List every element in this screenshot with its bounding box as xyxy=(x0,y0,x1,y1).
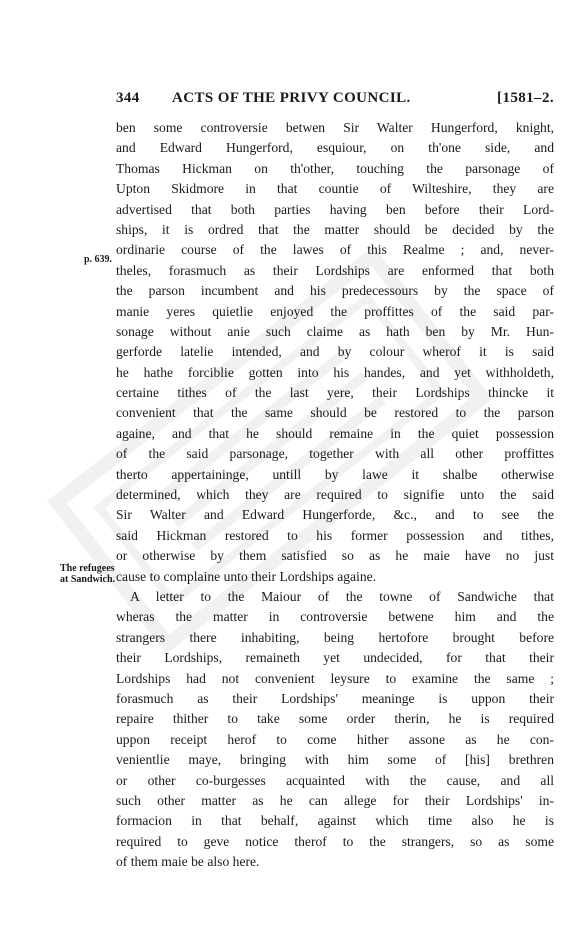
text-line: required to geve notice therof to the strangers, so as some xyxy=(116,833,554,849)
text-line: advertised that both parties having ben before their Lord- xyxy=(116,201,554,217)
text-line: he hathe forciblie gotten into his handes, and yet withholdeth, xyxy=(116,364,554,380)
text-line: manie yeres quietlie enjoyed the proffittes of the said par- xyxy=(116,303,554,319)
text-line: uppon receipt herof to come hither assone as he con- xyxy=(116,731,554,747)
text-line: ben some controversie betwen Sir Walter Hungerford, knight, xyxy=(116,120,554,135)
text-line: their Lordships, remaineth yet undecided, for that their xyxy=(116,650,554,666)
text-line: theles, forasmuch as their Lordships are enformed that both xyxy=(116,262,554,278)
margin-sidenote xyxy=(60,563,116,585)
text-line: forasmuch as their Lordships' meaninge is uppon their xyxy=(116,690,554,706)
text-line: of them maie be also here. xyxy=(116,854,260,870)
text-line: Sir Walter and Edward Hungerforde, &c., and to see the xyxy=(116,507,554,523)
sidenote-line: at Sandwich. xyxy=(60,574,116,585)
text-line: ships, it is ordred that the matter should be decided by the xyxy=(116,221,554,237)
text-line: cause to complaine unto their Lordships againe. xyxy=(116,568,377,584)
text-line: gerforde latelie intended, and by colour wherof it is said xyxy=(116,344,554,360)
text-line: certaine tithes of the last yere, their Lordships thincke it xyxy=(116,385,554,401)
text-line: strangers there inhabiting, being hertofore brought before xyxy=(116,629,554,645)
text-line: venientlie maye, bringing with him some of [his] brethren xyxy=(116,752,554,768)
paragraph-hungerford xyxy=(116,118,554,587)
text-line: Lordships had not convenient leysure to examine the same ; xyxy=(116,670,554,686)
running-header xyxy=(116,90,554,110)
paragraph-sandwich-letter xyxy=(116,587,554,872)
text-line: and Edward Hungerford, esquiour, on th'one side, and xyxy=(116,140,554,156)
year-range: [1581–2. xyxy=(497,90,554,106)
text-line: repaire thither to take some order therin, he is required xyxy=(116,711,554,727)
page-number: 344 xyxy=(116,90,140,106)
text-line: of the said parsonage, together with all other proffittes xyxy=(116,446,554,462)
body-text xyxy=(116,118,554,872)
text-line: convenient that the same should be restored to the parson xyxy=(116,405,554,421)
text-line: ordinarie course of the lawes of this Realme ; and, never- xyxy=(116,242,554,258)
text-line: wheras the matter in controversie betwene him and the xyxy=(116,609,554,625)
text-line: A letter to the Maiour of the towne of Sandwiche that xyxy=(130,588,554,604)
text-line: the parson incumbent and his predecessours by the space of xyxy=(116,283,554,299)
text-line: Thomas Hickman on th'other, touching the parsonage of xyxy=(116,160,554,176)
text-line: or other co-burgesses acquainted with the cause, and all xyxy=(116,772,554,788)
text-line: or otherwise by them satisfied so as he maie have no just xyxy=(116,548,554,564)
text-line: therto appertaininge, untill by lawe it shalbe otherwise xyxy=(116,466,554,482)
text-line: said Hickman restored to his former possession and tithes, xyxy=(116,527,554,543)
text-line: againe, and that he should remaine in the quiet possession xyxy=(116,425,554,441)
running-title: ACTS OF THE PRIVY COUNCIL. xyxy=(172,90,411,106)
text-line: formacion in that behalf, against which time also he is xyxy=(116,813,554,829)
text-line: such other matter as he can allege for their Lordships' in- xyxy=(116,792,554,808)
margin-page-reference: p. 639. xyxy=(84,254,113,265)
text-line: determined, which they are required to signifie unto the said xyxy=(116,487,554,503)
text-line: sonage without anie such claime as hath ben by Mr. Hun- xyxy=(116,323,554,339)
text-line: Upton Skidmore in that countie of Wilteshire, they are xyxy=(116,181,554,197)
sidenote-line: The refugees xyxy=(60,563,115,574)
